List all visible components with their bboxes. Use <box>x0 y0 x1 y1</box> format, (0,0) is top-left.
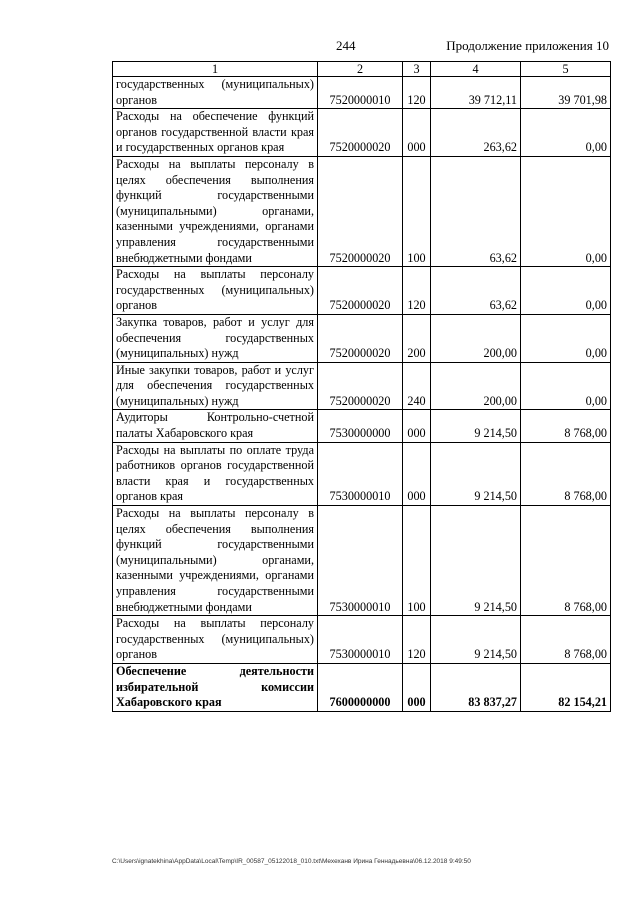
row-name-cell: Закупка товаров, работ и услуг для обеспечения государственных (муниципальных) нужд <box>113 314 318 362</box>
table-row <box>113 267 611 315</box>
amount-2019-cell: 39 701,98 <box>521 77 611 109</box>
amount-2018-cell: 200,00 <box>431 362 521 410</box>
expense-type-cell: 100 <box>403 156 431 266</box>
table-row <box>113 109 611 157</box>
target-code-cell: 7600000000 <box>318 663 403 711</box>
row-name-cell: Иные закупки товаров, работ и услуг для обеспечения государственных (муниципальных) нужд <box>113 362 318 410</box>
amount-2019-cell: 8 768,00 <box>521 410 611 442</box>
column-header: 5 <box>521 62 611 77</box>
target-code-cell: 7520000010 <box>318 77 403 109</box>
expense-type-cell: 200 <box>403 314 431 362</box>
amount-2018-cell: 9 214,50 <box>431 616 521 664</box>
column-number-row <box>113 62 611 77</box>
row-name-cell: Расходы на выплаты персоналу в целях обеспечения выполнения функций государственными (муниципальными) органами, казенными учреждениями, органами управления государственными внебюджетными фондами <box>113 156 318 266</box>
expense-type-cell: 000 <box>403 109 431 157</box>
target-code-cell: 7520000020 <box>318 314 403 362</box>
target-code-cell: 7520000020 <box>318 267 403 315</box>
target-code-cell: 7520000020 <box>318 109 403 157</box>
table-row <box>113 314 611 362</box>
row-name-cell: Расходы на выплаты персоналу государственных (муниципальных) органов <box>113 616 318 664</box>
expense-type-cell: 120 <box>403 267 431 315</box>
table-row <box>113 362 611 410</box>
row-name-cell: Расходы на выплаты персоналу государственных (муниципальных) органов <box>113 267 318 315</box>
amount-2019-cell: 0,00 <box>521 314 611 362</box>
budget-table <box>112 61 611 712</box>
row-name-cell: Расходы на выплаты по оплате труда работников органов государственной власти края и государственных органов края <box>113 442 318 505</box>
expense-type-cell: 120 <box>403 616 431 664</box>
amount-2018-cell: 83 837,27 <box>431 663 521 711</box>
amount-2019-cell: 8 768,00 <box>521 442 611 505</box>
amount-2018-cell: 9 214,50 <box>431 442 521 505</box>
amount-2019-cell: 0,00 <box>521 267 611 315</box>
amount-2018-cell: 63,62 <box>431 267 521 315</box>
amount-2019-cell: 8 768,00 <box>521 616 611 664</box>
amount-2019-cell: 8 768,00 <box>521 506 611 616</box>
appendix-continuation-title: Продолжение приложения 10 <box>446 38 609 53</box>
table-row <box>113 156 611 266</box>
row-name-cell: государственных (муниципальных) органов <box>113 77 318 109</box>
target-code-cell: 7530000000 <box>318 410 403 442</box>
column-header: 2 <box>318 62 403 77</box>
amount-2019-cell: 0,00 <box>521 156 611 266</box>
expense-type-cell: 000 <box>403 410 431 442</box>
amount-2018-cell: 263,62 <box>431 109 521 157</box>
page-number: 244 <box>336 38 356 53</box>
expense-type-cell: 100 <box>403 506 431 616</box>
amount-2018-cell: 9 214,50 <box>431 506 521 616</box>
expense-type-cell: 120 <box>403 77 431 109</box>
expense-type-cell: 000 <box>403 442 431 505</box>
table-row <box>113 77 611 109</box>
table-row <box>113 663 611 711</box>
table-row <box>113 506 611 616</box>
expense-type-cell: 000 <box>403 663 431 711</box>
amount-2018-cell: 39 712,11 <box>431 77 521 109</box>
row-name-cell: Расходы на выплаты персоналу в целях обеспечения выполнения функций государственными (муниципальными) органами, казенными учреждениями, органами управления государственными внебюджетными фондами <box>113 506 318 616</box>
target-code-cell: 7520000020 <box>318 362 403 410</box>
target-code-cell: 7530000010 <box>318 506 403 616</box>
column-header: 4 <box>431 62 521 77</box>
table-row <box>113 410 611 442</box>
column-header: 3 <box>403 62 431 77</box>
amount-2018-cell: 200,00 <box>431 314 521 362</box>
expense-type-cell: 240 <box>403 362 431 410</box>
row-name-cell: Аудиторы Контрольно-счетной палаты Хабаровского края <box>113 410 318 442</box>
table-row <box>113 442 611 505</box>
row-name-cell: Обеспечение деятельности избирательной комиссии Хабаровского края <box>113 663 318 711</box>
target-code-cell: 7530000010 <box>318 616 403 664</box>
row-name-cell: Расходы на обеспечение функций органов государственной власти края и государственных органов края <box>113 109 318 157</box>
file-path-footer: C:\Users\ignatekhina\AppData\Local\Temp\IR_00587_05122018_010.txt\Мехеханв Ирина Геннадьевна\06.12.2018 9:49:50 <box>112 858 471 865</box>
amount-2018-cell: 9 214,50 <box>431 410 521 442</box>
amount-2018-cell: 63,62 <box>431 156 521 266</box>
target-code-cell: 7520000020 <box>318 156 403 266</box>
target-code-cell: 7530000010 <box>318 442 403 505</box>
amount-2019-cell: 0,00 <box>521 362 611 410</box>
column-header: 1 <box>113 62 318 77</box>
table-row <box>113 616 611 664</box>
amount-2019-cell: 0,00 <box>521 109 611 157</box>
amount-2019-cell: 82 154,21 <box>521 663 611 711</box>
